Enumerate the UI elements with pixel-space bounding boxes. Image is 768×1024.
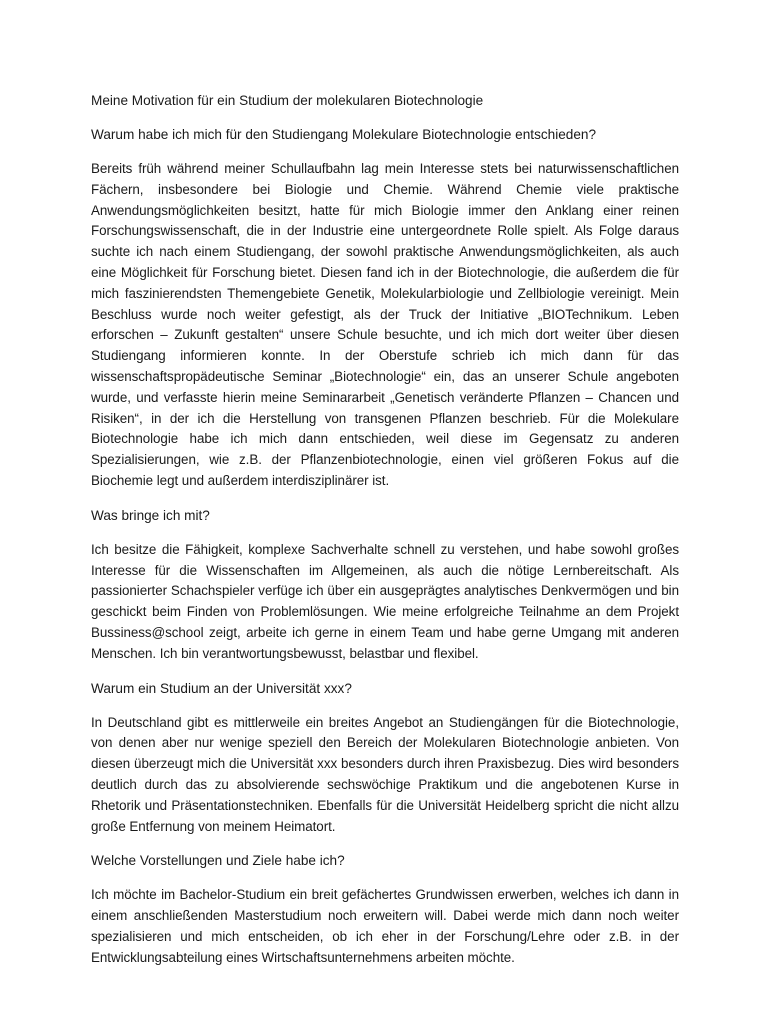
section-paragraph: Ich möchte im Bachelor-Studium ein breit gefächertes Grundwissen erwerben, welches ich dann in einem anschließenden Masterstudium noch erweitern will. Dabei werde mich dann noch weiter spezialisieren und mich entscheiden, ob ich eher in der Forschung/Lehre oder z.B. in der Entwicklungsabteilung eines Wirtschaftsunternehmens arbeiten möchte. — [91, 887, 679, 965]
section-question: Was bringe ich mit? — [91, 507, 210, 523]
section-motivation — [91, 125, 679, 492]
section-skills — [91, 506, 679, 665]
section-paragraph: In Deutschland gibt es mittlerweile ein breites Angebot an Studiengängen für die Biotechnologie, von denen aber nur wenige speziell den Bereich der Molekularen Biotechnologie anbieten. Von diesen überzeugt mich die Universität xxx besonders durch ihren Praxisbezug. Dies wird besonders deutlich durch das zu absolvierende sechswöchige Praktikum und die angebotenen Kurse in Rhetorik und Präsentationstechniken. Ebenfalls für die Universität Heidelberg spricht die nicht allzu große Entfernung von meinem Heimatort. — [91, 714, 679, 834]
document-title: Meine Motivation für ein Studium der molekularen Biotechnologie — [91, 93, 484, 108]
section-goals — [91, 851, 679, 968]
section-question: Warum habe ich mich für den Studiengang Molekulare Biotechnologie entschieden? — [91, 127, 597, 142]
section-question: Warum ein Studium an der Universität xxx? — [91, 680, 352, 696]
section-question: Welche Vorstellungen und Ziele habe ich? — [91, 853, 345, 869]
section-paragraph: Bereits früh während meiner Schullaufbahn lag mein Interesse stets bei naturwissenschaftlichen Fächern, insbesondere bei Biologie und Chemie. Während Chemie viele praktische Anwendungsmöglichkeiten besitzt, hatte für mich Biologie immer den Anklang einer reinen Forschungswissenschaft, die in der Industrie eine untergeordnete Rolle spielt. Als Folge daraus suchte ich nach einem Studiengang, der sowohl praktische Anwendungsmöglichkeiten, als auch eine Möglichkeit für Forschung bietet. Diesen fand ich in der Biotechnologie, die außerdem die für mich faszinierendsten Themengebiete Genetik, Molekularbiologie und Zellbiologie vereinigt. Mein Beschluss wurde noch weiter gefestigt, als der Truck der Initiative „BIOTechnikum. Leben erforschen – Zukunft gestalten“ unsere Schule besuchte, und ich mich dort weiter über diesen Studiengang informieren konnte. In der Oberstufe schrieb ich mich dann für das wissenschaftspropädeutische Seminar „Biotechnologie“ ein, das an unserer Schule angeboten wurde, und verfasste hierin meine Seminararbeit „Genetisch veränderte Pflanzen – Chancen und Risiken“, in der ich die Herstellung von transgenen Pflanzen beschrieb. Für die Molekulare Biotechnologie habe ich mich dann entschieden, weil diese im Gegensatz zu anderen Spezialisierungen, wie z.B. der Pflanzenbiotechnologie, einen viel größeren Fokus auf die Biochemie legt und außerdem interdisziplinärer ist. — [91, 161, 679, 488]
section-university — [91, 679, 679, 838]
section-paragraph: Ich besitze die Fähigkeit, komplexe Sachverhalte schnell zu verstehen, und habe sowohl großes Interesse für die Wissenschaften im Allgemeinen, als auch die nötige Lernbereitschaft. Als passionierter Schachspieler verfüge ich über ein ausgeprägtes analytisches Denkvermögen und bin geschickt beim Finden von Problemlösungen. Wie meine erfolgreiche Teilnahme an dem Projekt Bussiness@school zeigt, arbeite ich gerne in einem Team und habe gerne Umgang mit anderen Menschen. Ich bin verantwortungsbewusst, belastbar und flexibel. — [91, 541, 679, 661]
